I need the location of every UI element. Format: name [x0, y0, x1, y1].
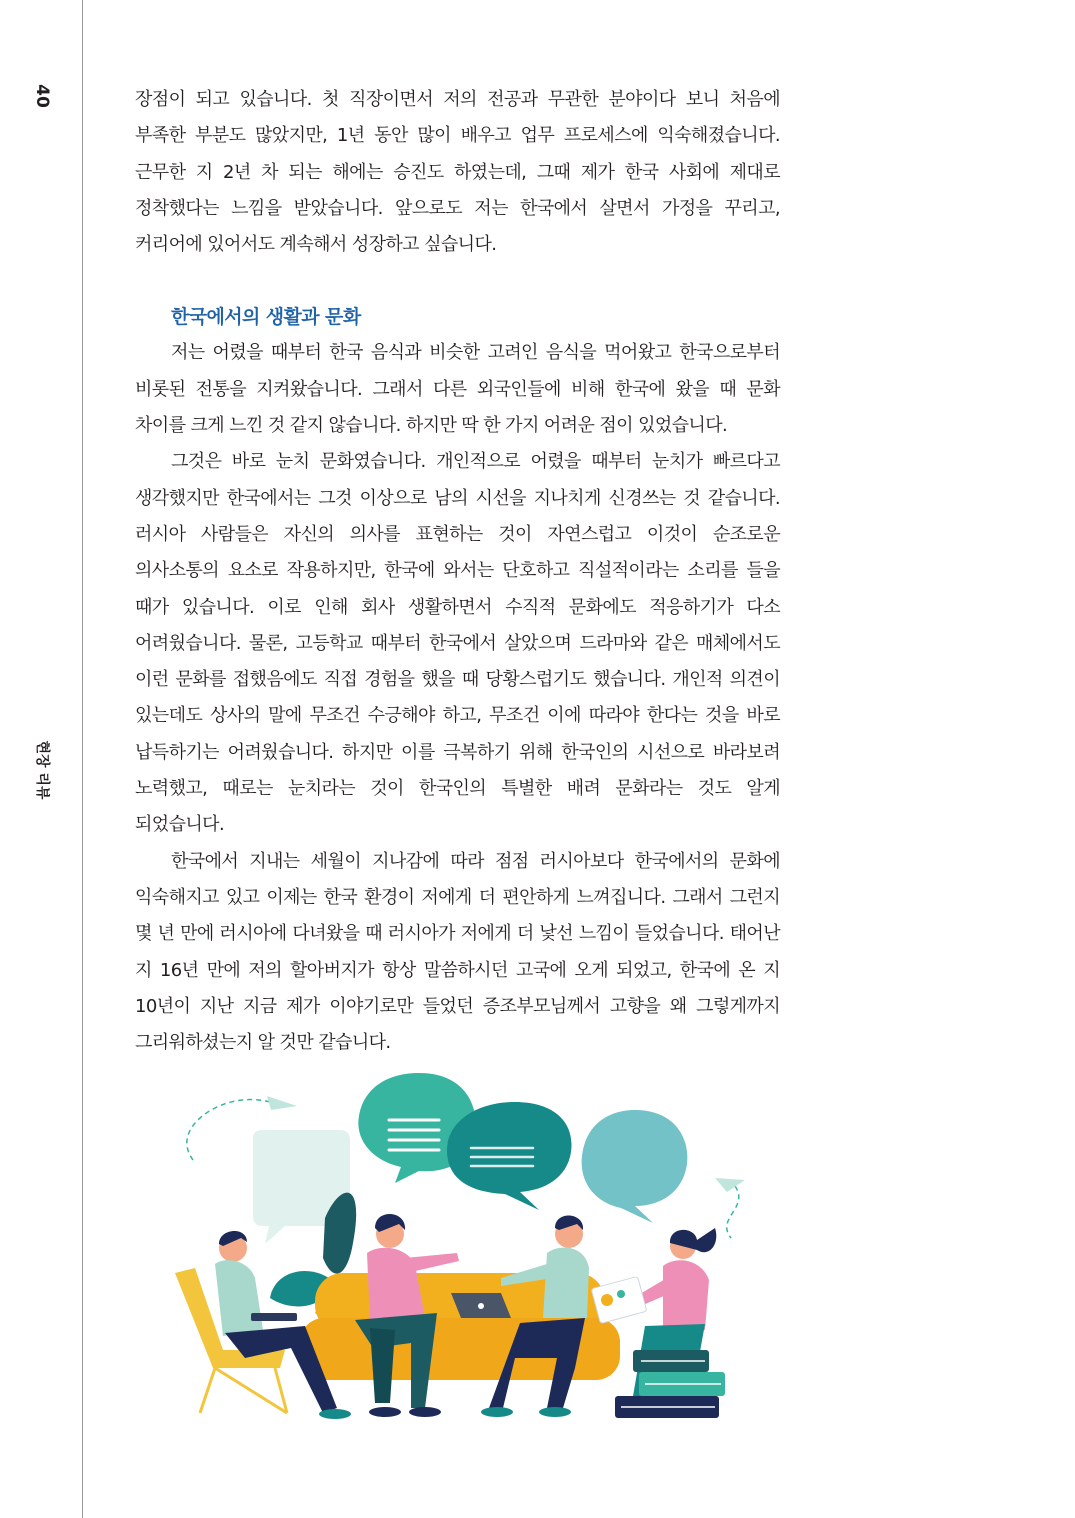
section-spacer — [135, 263, 780, 299]
person-1-shoe — [319, 1409, 351, 1419]
laptop-logo — [478, 1303, 484, 1309]
section-heading: 한국에서의 생활과 문화 — [171, 306, 361, 329]
person-2-shoe — [369, 1407, 401, 1417]
section-tab: 현장 리뷰 — [34, 740, 50, 800]
person-2-arm — [405, 1253, 459, 1272]
person-1-torso — [215, 1260, 263, 1336]
person-3-torso — [543, 1248, 589, 1318]
group-conversation-illustration — [175, 1068, 765, 1438]
dashed-flight-path-right — [727, 1186, 739, 1238]
person-3-shoe-2 — [539, 1407, 571, 1417]
body-paragraph-2: 그것은 바로 눈치 문화였습니다. 개인적으로 어렸을 때부터 눈치가 빠르다고 생각했지만 한국에서는 그것 이상으로 남의 시선을 지나치게 신경쓰는 것 같습니다. 러시아 사람들은 자신의 의사를 표현하는 것이 자연스럽고 이것이 순조로운 의사소통의 요소로 작용하지만, 한국에 와서는 단호하고 직설적이라는 소리를 들을 때가 있습니다. 이로 인해 회사 생활하면서 수직적 문화에도 적응하기가 다소 어려웠습니다. 물론, 고등학교 때부터 한국에서 살았으며 드라마와 같은 매체에서도 이런 문화를 접했음에도 직접 경험을 했을 때 당황스럽기도 했습니다. 개인적 의견이 있는데도 상사의 말에 무조건 수긍해야 하고, 무조건 이에 따라야 한다는 것을 바로 납득하기는 어려웠습니다. 하지만 이를 극복하기 위해 한국인의 시선으로 바라보려 노력했고, 때로는 눈치라는 것이 한국인의 특별한 배려 문화라는 것도 알게 되었습니다. — [135, 451, 780, 836]
paper-plane-right-icon — [715, 1178, 745, 1192]
tablet-chart-icon — [601, 1294, 613, 1306]
paper-plane-left-icon — [267, 1096, 297, 1110]
person-4-torso — [663, 1260, 709, 1330]
person-3-shoe — [481, 1407, 513, 1417]
person-2-legs-2 — [370, 1328, 395, 1403]
body-paragraph-1: 저는 어렸을 때부터 한국 음식과 비슷한 고려인 음식을 먹어왔고 한국으로부터 비롯된 전통을 지켜왔습니다. 그래서 다른 외국인들에 비해 한국에 왔을 때 문화 차이를 크게 느낀 것 같지 않습니다. 하지만 딱 한 가지 어려운 점이 있었습니다. — [135, 342, 780, 437]
intro-paragraph: 장점이 되고 있습니다. 첫 직장이면서 저의 전공과 무관한 분야이다 보니 처음에 부족한 부분도 많았지만, 1년 동안 많이 배우고 업무 프로세스에 익숙해졌습니다. 근무한 지 2년 차 되는 해에는 승진도 하였는데, 그때 제가 한국 사회에 제대로 정착했다는 느낌을 받았습니다. 앞으로도 저는 한국에서 살면서 가정을 꾸리고, 커리어에 있어서도 계속해서 성장하고 싶습니다. — [135, 89, 780, 256]
person-2-shoe-2 — [409, 1407, 441, 1417]
article-body — [135, 82, 780, 1061]
chair-legs — [200, 1368, 287, 1413]
person-1-laptop — [251, 1313, 297, 1321]
margin-rule — [82, 0, 83, 1518]
page-number: 40 — [32, 84, 52, 108]
body-paragraph-3: 한국에서 지내는 세월이 지나감에 따라 점점 러시아보다 한국에서의 문화에 익숙해지고 있고 이제는 한국 환경이 저에게 더 편안하게 느껴집니다. 그래서 그런지 몇 년 만에 러시아에 다녀왔을 때 러시아가 저에게 더 낯선 느낌이 들었습니다. 태어난 지 16년 만에 저의 할아버지가 항상 말씀하시던 고국에 오게 되었고, 한국에 온 지 10년이 지난 지금 제가 이야기로만 들었던 증조부모님께서 고향을 왜 그렇게까지 그리워하셨는지 알 것만 같습니다. — [135, 850, 780, 1054]
speech-bubble-sky — [582, 1110, 688, 1223]
tablet-chart-icon-2 — [617, 1290, 625, 1298]
person-4-tablet — [591, 1276, 647, 1323]
